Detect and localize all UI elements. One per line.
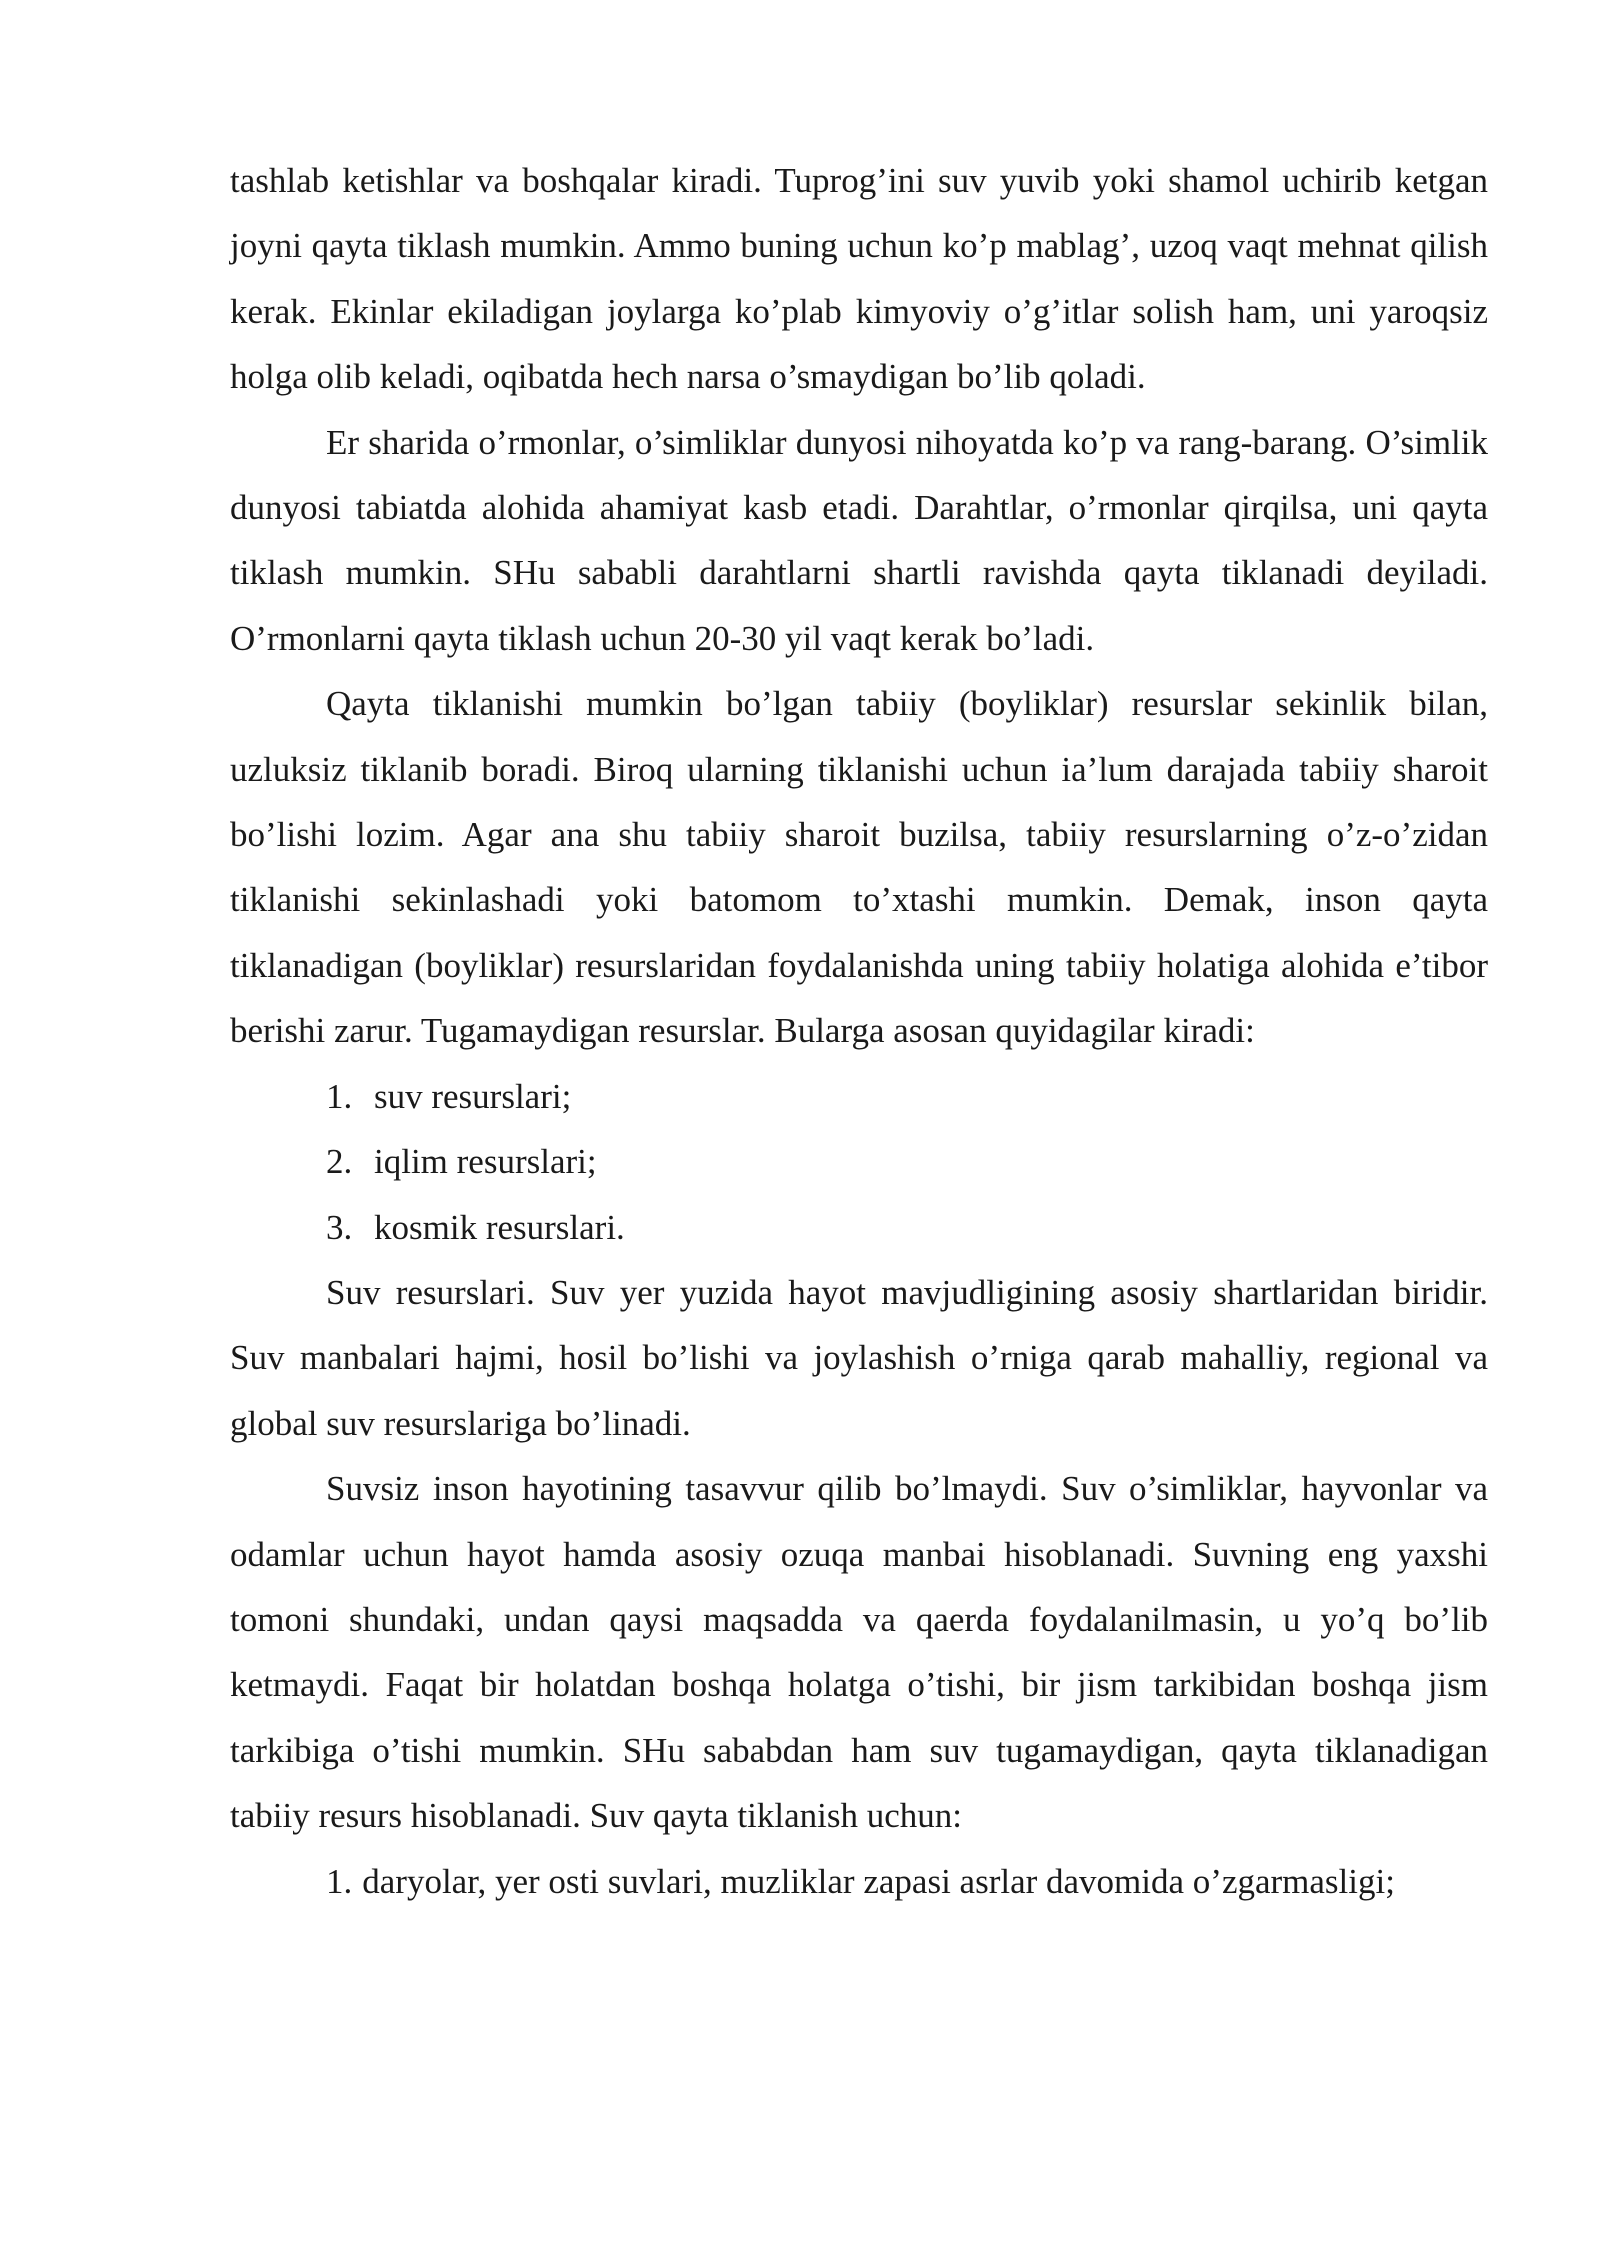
paragraph: Er sharida o’rmonlar, o’simliklar dunyosi nihoyatda ko’p va rang-barang. O’simlik dunyosi tabiatda alohida ahamiyat kasb etadi. Darahtlar, o’rmonlar qirqilsa, uni qayta tiklash mumkin. SHu sababli darahtlarni shartli ravishda qayta tiklanadi deyiladi. O’rmonlarni qayta tiklash uchun 20-30 yil vaqt kerak bo’ladi. [230,422,1488,658]
list-number: 3. [326,1207,353,1247]
list-number: 1. [326,1076,353,1116]
numbered-list [230,1849,1488,1914]
list-item-text: kosmik resurslari. [374,1207,625,1247]
list-number: 1. [326,1861,353,1901]
paragraph: tashlab ketishlar va boshqalar kiradi. Tuprog’ini suv yuvib yoki shamol uchirib ketgan joyni qayta tiklash mumkin. Ammo buning uchun ko’p mablag’, uzoq vaqt mehnat qilish kerak. Ekinlar ekiladigan joylarga ko’plab kimyoviy o’g’itlar solish ham, uni yaroqsiz holga olib keladi, oqibatda hech narsa o’smaydigan bo’lib qoladi. [230,161,1488,397]
list-item [230,1849,1488,1914]
paragraph: Suvsiz inson hayotining tasavvur qilib bo’lmaydi. Suv o’simliklar, hayvonlar va odamlar uchun hayot hamda asosiy ozuqa manbai hisoblanadi. Suvning eng yaxshi tomoni shundaki, undan qaysi maqsadda va qaerda foydalanilmasin, u yo’q bo’lib ketmaydi. Faqat bir holatdan boshqa holatga o’tishi, bir jism tarkibidan boshqa jism tarkibiga o’tishi mumkin. SHu sababdan ham suv tugamaydigan, qayta tiklanadigan tabiiy resurs hisoblanadi. Suv qayta tiklanish uchun: [230,1469,1488,1836]
list-number: 2. [326,1142,353,1182]
list-item-text: daryolar, yer osti suvlari, muzliklar zapasi asrlar davomida o’zgarmasligi; [362,1861,1395,1901]
list-item [230,1064,1488,1129]
paragraph: Suv resurslari. Suv yer yuzida hayot mavjudligining asosiy shartlaridan biridir. Suv manbalari hajmi, hosil bo’lishi va joylashish o’rniga qarab mahalliy, regional va global suv resurslariga bo’linadi. [230,1272,1488,1443]
list-item-text: iqlim resurslari; [374,1142,597,1182]
list-item-text: suv resurslari; [374,1076,572,1116]
paragraph: Qayta tiklanishi mumkin bo’lgan tabiiy (boyliklar) resurslar sekinlik bilan, uzluksiz tiklanib boradi. Biroq ularning tiklanishi uchun ia’lum darajada tabiiy sharoit bo’lishi lozim. Agar ana shu tabiiy sharoit buzilsa, tabiiy resurslarning o’z-o’zidan tiklanishi sekinlashadi yoki batomom to’xtashi mumkin. Demak, inson qayta tiklanadigan (boyliklar) resurslaridan foydalanishda uning tabiiy holatiga alohida e’tibor berishi zarur. Tugamaydigan resurslar. Bularga asosan quyidagilar kiradi: [230,684,1488,1051]
list-item [230,1129,1488,1194]
numbered-list [230,1064,1488,1260]
document-page [230,148,1488,1914]
list-item [230,1195,1488,1260]
